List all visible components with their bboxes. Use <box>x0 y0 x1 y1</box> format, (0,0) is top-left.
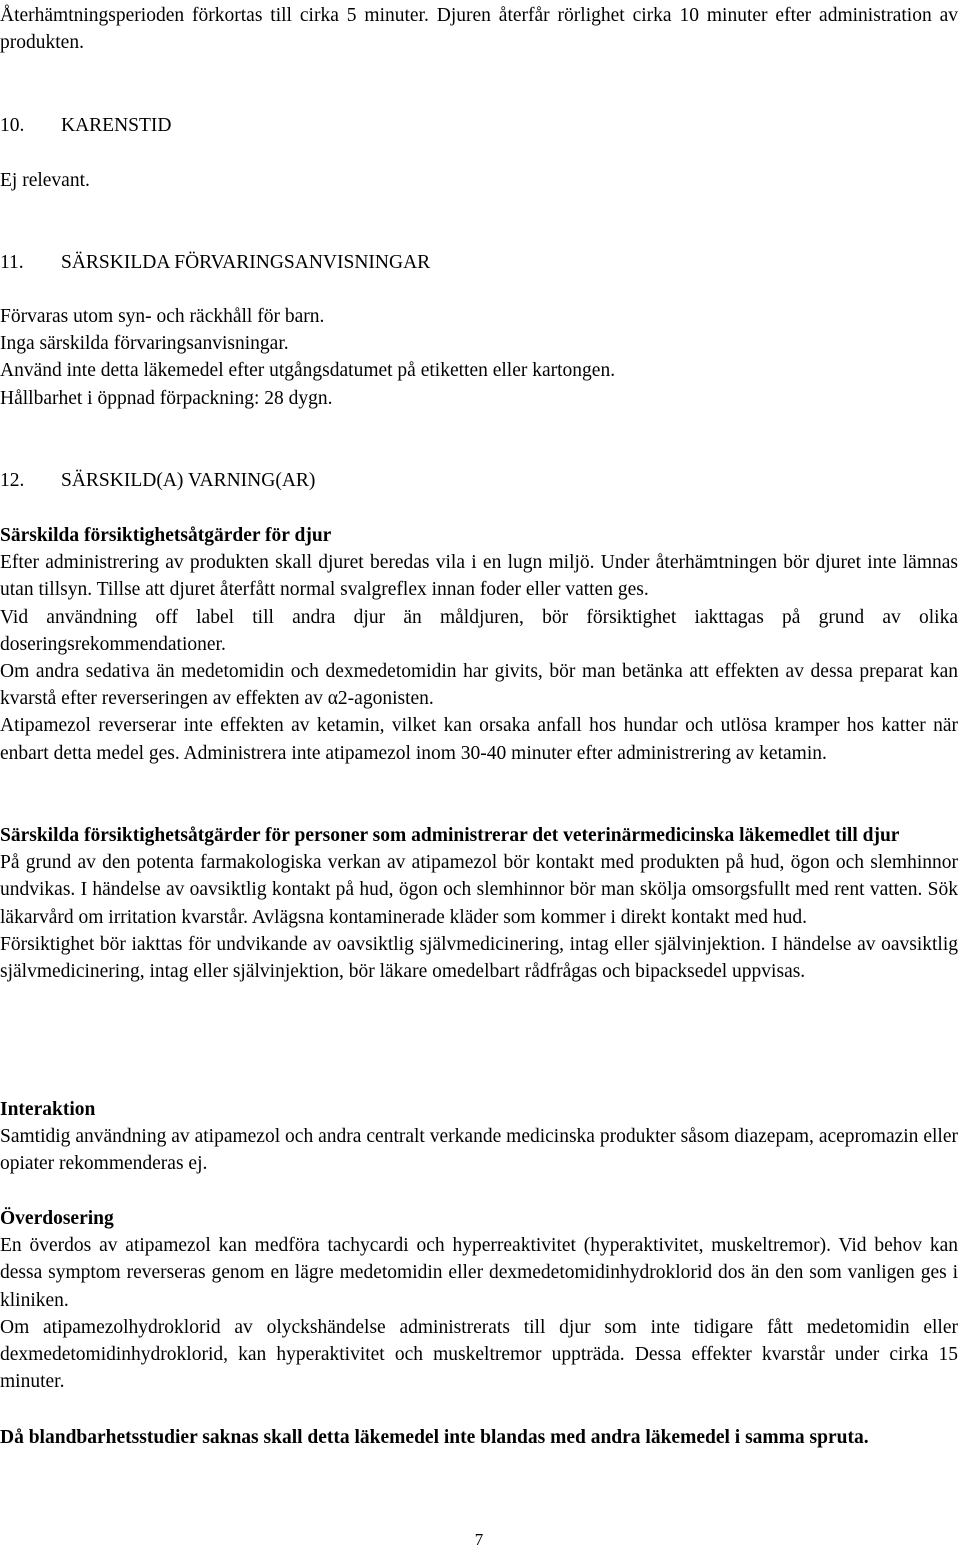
section-12-heading <box>0 467 315 494</box>
person-precautions-heading: Särskilda försiktighetsåtgärder för personer som administrerar det veterinärmedicinska läkemedlet till djur <box>0 825 900 846</box>
storage-line: Hållbarhet i öppnad förpackning: 28 dygn. <box>0 387 333 409</box>
animal-precautions-paragraph: Efter administrering av produkten skall djuret beredas vila i en lugn miljö. Under återhämtningen bör djuret inte lämnas utan tillsyn. Tillse att djuret återfått normal svalgreflex innan foder eller vatten ges. <box>0 552 958 601</box>
person-precautions-paragraph: Försiktighet bör iakttas för undvikande av oavsiktlig självmedicinering, intag eller självinjektion. I händelse av oavsiktlig självmedicinering, intag eller självinjektion, bör läkare omedelbart rådfrågas och bipacksedel uppvisas. <box>0 933 958 983</box>
section-11-number: 11. <box>0 252 24 273</box>
overdose-paragraph: En överdos av atipamezol kan medföra tachycardi och hyperreaktivitet (hyperaktivitet, muskeltremor). Vid behov kan dessa symptom reverseras genom en lägre medetomidin eller dexmedetomidinhydroklorid dos än den som vanligen ges i kliniken. <box>0 1235 958 1311</box>
incompatibility-statement: Då blandbarhetsstudier saknas skall detta läkemedel inte blandas med andra läkemedel i samma spruta. <box>0 1427 869 1448</box>
page-number: 7 <box>474 1530 484 1549</box>
storage-line: Inga särskilda förvaringsanvisningar. <box>0 333 289 355</box>
interaction-paragraph: Samtidig användning av atipamezol och andra centralt verkande medicinska produkter såsom diazepam, acepromazin eller opiater rekommenderas ej. <box>0 1126 958 1175</box>
section-12-title: SÄRSKILD(A) VARNING(AR) <box>61 470 316 491</box>
animal-precautions-heading: Särskilda försiktighetsåtgärder för djur <box>0 525 332 546</box>
recovery-paragraph: Återhämtningsperioden förkortas till cirka 5 minuter. Djuren återfår rörlighet cirka 10 minuter efter administration av produkten. <box>0 5 958 54</box>
section-10-heading <box>0 112 172 139</box>
storage-list <box>0 303 958 412</box>
storage-line: Använd inte detta läkemedel efter utgångsdatumet på etiketten eller kartongen. <box>0 360 616 382</box>
section-12-number: 12. <box>0 470 25 491</box>
section-11-heading <box>0 249 430 276</box>
person-precautions-paragraph: På grund av den potenta farmakologiska verkan av atipamezol bör kontakt med produkten på hud, ögon och slemhinnor undvikas. I händelse av oavsiktlig kontakt på hud, ögon och slemhinnor bör man skölja omsorgsfullt med rent vatten. Sök läkarvård om irritation kvarstår. Avlägsna kontaminerade kläder som kommer i direkt kontakt med hud. <box>0 852 958 928</box>
section-10-body: Ej relevant. <box>0 170 90 191</box>
animal-precautions-paragraph: Atipamezol reverserar inte effekten av ketamin, vilket kan orsaka anfall hos hundar och utlösa kramper hos katter när enbart detta medel ges. Administrera inte atipamezol inom 30-40 minuter efter administrering av ketamin. <box>0 715 958 764</box>
interaction-section <box>0 1096 958 1178</box>
person-precautions <box>0 822 958 985</box>
overdose-section <box>0 1205 958 1395</box>
animal-precautions-paragraph: Om andra sedativa än medetomidin och dexmedetomidin har givits, bör man betänka att effekten av dessa preparat kan kvarstå efter reverseringen av effekten av α2-agonisten. <box>0 661 958 710</box>
section-11-title: SÄRSKILDA FÖRVARINGSANVISNINGAR <box>61 252 431 273</box>
overdose-paragraph: Om atipamezolhydroklorid av olyckshändelse administrerats till djur som inte tidigare fått medetomidin eller dexmedetomidinhydroklorid, kan hyperaktivitet och muskeltremor uppträda. Dessa effekter kvarstår under cirka 15 minuter. <box>0 1316 958 1393</box>
section-10-number: 10. <box>0 115 25 136</box>
animal-precautions-paragraph: Vid användning off label till andra djur än måldjuren, bör försiktighet iakttagas på grund av olika doseringsrekommendationer. <box>0 606 958 655</box>
storage-line: Förvaras utom syn- och räckhåll för barn. <box>0 306 325 327</box>
overdose-heading: Överdosering <box>0 1208 114 1229</box>
animal-precautions <box>0 522 958 767</box>
section-10-title: KARENSTID <box>61 115 172 136</box>
interaction-heading: Interaktion <box>0 1099 96 1120</box>
